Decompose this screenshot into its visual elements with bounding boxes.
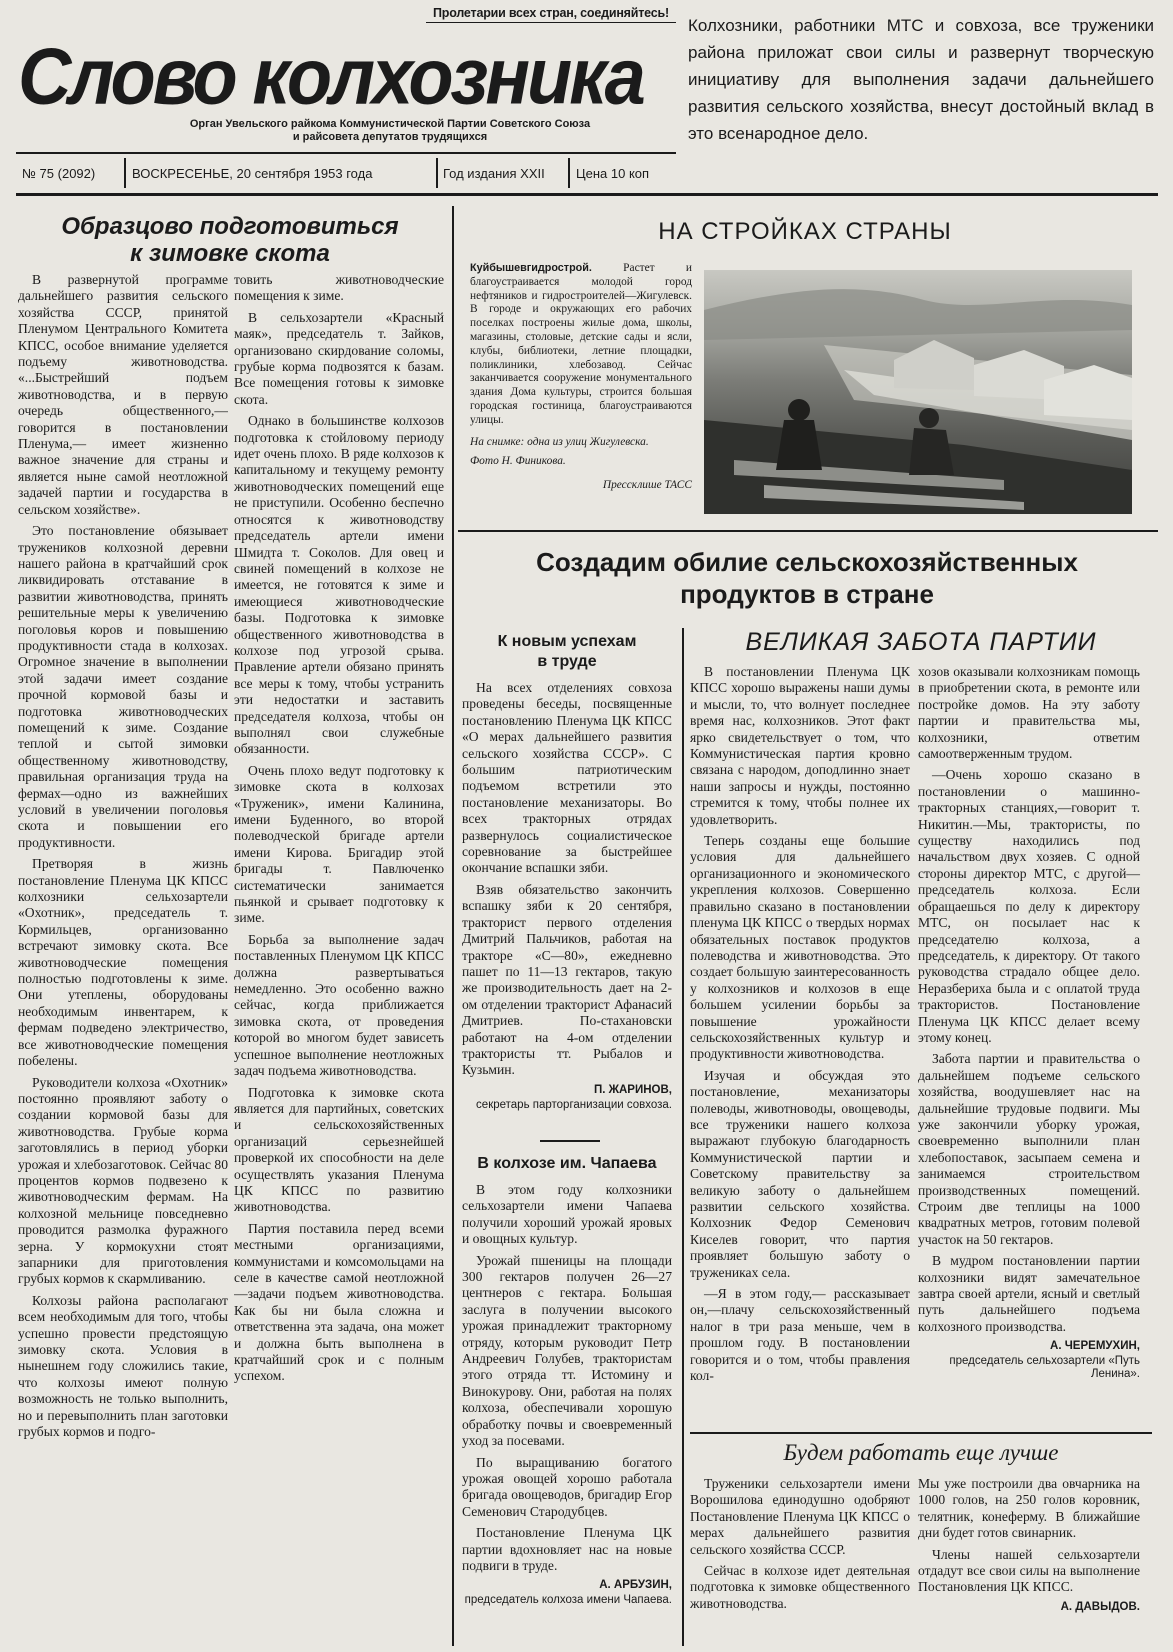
issue-year: Год издания XXII [443,166,545,181]
article-paragraph: По выращиванию богатого урожая овощей хорошо работала бригада овощеводов, бригадир Егор Семенович Стародубцев. [462,1454,672,1519]
article-author-title: секретарь парторганизации совхоза. [476,1098,672,1111]
article-new-success-title-1: К новым успехам [497,633,637,650]
issue-price: Цена 10 коп [576,166,650,181]
zhigulevsk-street-photo [704,270,1132,514]
construction-caption: На снимке: одна из улиц Жигулевска. [470,435,649,448]
article-author: П. ЖАРИНОВ, [593,1083,672,1096]
article-paragraph: Труженики сельхозартели имени Ворошилова единодушно одобряют Постановление Пленума ЦК КПСС о мерах дальнейшего развития сельского хозяйства СССР. [690,1476,910,1557]
construction-lead: Куйбышевгидрострой. [470,262,592,274]
construction-text [470,262,692,493]
article-author: А. АРБУЗИН, [599,1579,672,1592]
column-rule [682,628,684,1646]
article-author: А. ЧЕРЕМУХИН, [1050,1340,1140,1353]
section-headline-line-1: Создадим обилие сельскохозяйственных [536,547,1078,577]
article-paragraph: На всех отделениях совхоза проведены беседы, посвященные постановлению Пленума ЦК КПСС «О мерах дальнейшего развития сельского хозяйства СССР». С большим патриотическим подъемом встретили это постановление механизаторы. Во всех тракторных отрядах развернулось социалистическое соревнование за быстрейшее окончание вспашки зяби. [462,680,672,876]
editorial-paragraph: Очень плохо ведут подготовку к зимовке скота в колхозах «Труженик», имени Калинина, имени Буденного, во второй полеводческой бригаде артели имени Кирова. Бригадир этой бригады т. Павлюченко систематически занимается пьянкой и срывает подготовку к зиме. [234,762,444,926]
editorial-paragraph: Однако в большинстве колхозов подготовка к стойловому периоду идет очень плохо. В ряде колхозов к капитальному и текущему ремонту животноводческих помещений еще не приступили. Особенно беспечно относятся к животноводству председатель артели имени Шмидта т. Соколов. Для овец и свиней помещений в колхозе не имеется, не готовятся к зиме и имеющиеся животноводческие базы. Подготовка к зимовке общественного животноводства в колхозе под угрозой срыва. Правление артели обязано принять все меры к тому, чтобы устранить эти недостатки и заставить председателя колхоза, чтобы он выполнял свои служебные обязанности. [234,413,444,757]
article-chapaev-body [462,1182,672,1607]
article-paragraph: —Я в этом году,— рассказывает он,—плачу сельскохозяйственный налог в три раза меньше, чем в прошлом году. В постановлении говорится и о том, чтобы правления кол- [690,1286,910,1384]
organ-line [110,118,670,143]
article-author-title: председатель сельхозартели «Путь Ленина». [949,1355,1140,1381]
article-paragraph: Постановление Пленума ЦК партии вдохновляет нас на новые подвиги в труде. [462,1525,672,1573]
masthead-divider [568,158,570,188]
editorial-paragraph: товить животноводческие помещения к зиме. [234,272,444,304]
masthead-rule-top [16,152,676,154]
masthead-divider [436,158,438,188]
article-separator [540,1140,600,1142]
article-great-care-column-1 [690,664,910,1450]
article-new-success-body [462,680,672,1112]
article-paragraph: В мудром постановлении партии колхозники видят замечательное завтра своей артели, ясный и светлый путь дальнейшего подъема колхозного производства. [918,1253,1140,1334]
editorial-title-line-1: Образцово подготовиться [61,213,399,240]
article-author: А. ДАВЫДОВ. [1060,1600,1140,1613]
photo-agency: Прессклише ТАСС [602,479,692,492]
issue-date: ВОСКРЕСЕНЬЕ, 20 сентября 1953 года [132,166,373,181]
article-paragraph: В постановлении Пленума ЦК КПСС хорошо выражены наши думы и мысли, то, что волнует последнее время нас, колхозников. Этот факт ярко свидетельствует о том, что Коммунистическая партия кровно связана с народом, доподлинно знает наши запросы и нужды, постоянно стремится к тому, чтобы полнее их удовлетворить. [690,664,910,827]
article-great-care-column-2 [918,664,1140,1381]
photo-illustration [704,270,1132,514]
issue-number: № 75 (2092) [22,166,96,181]
party-slogan: Пролетарии всех стран, соединяйтесь! [426,6,676,23]
article-paragraph: Члены нашей сельхозартели отдадут все свои силы на выполнение Постановления ЦК КПСС. [918,1546,1140,1595]
editorial-paragraph: Колхозы района располагают всем необходимым для того, чтобы успешно провести предстоящую зимовку скота. Условия в нынешнем году сложились такие, что колхозы имеют полную возможность не только выполнить, но и перевыполнить план заготовки грубых кормов и подго- [18,1292,228,1440]
editorial-paragraph: Подготовка к зимовке скота является для партийных, советских и сельскохозяйственных организаций серьезнейшей проверкой их способности на деле осуществлять указания Пленума ЦК КПСС по развитию животноводства. [234,1084,444,1215]
construction-body: Растет и благоустраивается молодой город нефтяников и гидростроителей—Жигулевск. В городе и окружающих его рабочих поселках построены жилые дома, школы, магазины, столовые, детские сады и ясли, клубы, библиотеки, летние площадки, поликлиники, хлебозавод. Сейчас заканчивается сооружение монументального здания Дома культуры, строится большая городская гостиница, благоустраиваются улицы. [470,262,692,426]
article-paragraph: —Очень хорошо сказано в постановлении о машинно-тракторных станциях,—говорит т. Никитин.—Мы, трактористы, по существу находились под начальством двух хозяев. С одной стороны директор МТС, с другой—председатель колхоза. Если обращаешься по делу к директору МТС, он посылает нас к председателю колхоза, а председатель, к директору. От такого руководства страдало общее дело. Неразбериха была и с оплатой труда трактористов. Постановление Пленума ЦК КПСС делает всему этому конец. [918,767,1140,1045]
editorial-paragraph: В сельхозартели «Красный маяк», председатель т. Зайков, организовано скирдование соломы, грубые корма подвозятся к базам. Все помещения готовы к зимовке скота. [234,309,444,407]
newspaper-title: Слово колхозника [18,30,643,121]
organ-line-1: Орган Увельского райкома Коммунистической Партии Советского Союза [189,118,591,130]
article-paragraph: Изучая и обсуждая это постановление, механизаторы полеводы, животноводы, овощеводы, все труженики нашего колхоза выражают глубокую благодарность Коммунистической партии и Советскому правительству за великую заботу о дальнейшем развитии сельского хозяйства. Колхозник Федор Семенович Киселев говорит, что партия проявляет большую заботу о тружениках села. [690,1067,910,1280]
editorial-title-line-2: к зимовке скота [130,240,330,267]
section-headline [462,546,1152,610]
article-work-better-title: Будем работать еще лучше [783,1440,1059,1465]
article-great-care-title: ВЕЛИКАЯ ЗАБОТА ПАРТИИ [745,628,1097,656]
editorial-paragraph: Борьба за выполнение задач поставленных Пленумом ЦК КПСС должна развертываться немедленно. Это особенно важно сейчас, когда приближается зимовка скота, от проведения которой во многом будет зависеть успешное выполнение неотложных задач подъема животноводства. [234,931,444,1079]
editorial-title [30,213,430,267]
editorial-column-2 [234,272,444,1650]
article-work-better-column-1 [690,1476,910,1617]
editorial-column-1 [18,272,228,1650]
article-paragraph: Сейчас в колхозе идет деятельная подготовка к зимовке общественного животноводства. [690,1563,910,1611]
appeal-box: Колхозники, работники МТС и совхоза, все труженики района приложат свои силы и развернут творческую инициативу для выполнения задачи дальнейшего развития сельского хозяйства, внесут достойный вклад в это всенародное дело. [688,16,1154,143]
editorial-paragraph: В развернутой программе дальнейшего развития сельского хозяйства СССР, принятой Пленумом Центрального Комитета КПСС, особое внимание уделяется подъему животноводства. «...Быстрейший подъем животноводства, и в первую очередь общественного,— говорится в постановлении Пленума,— имеет жизненно важное значение для страны и является ныне самой неотложной задачей партии и государства в сельском хозяйстве». [18,272,228,517]
article-rule [690,1432,1152,1434]
article-chapaev-title: В колхозе им. Чапаева [477,1155,657,1172]
editorial-paragraph: Партия поставила перед всеми местными организациями, коммунистами и комсомольцами на селе в качестве самой неотложной—задачи подъем животноводства. Как бы ни была сложна и ответственна эта задача, она может и должна быть выполнена в кратчайший срок и с полным успехом. [234,1220,444,1384]
construction-heading: НА СТРОЙКАХ СТРАНЫ [658,218,952,245]
article-work-better-column-2 [918,1476,1140,1614]
editorial-paragraph: Претворяя в жизнь постановление Пленума ЦК КПСС колхозники сельхозартели «Охотник», председатель т. Кормильцев, организованно встречают зимовку скота. Все животноводческие помещения полностью подготовлены к зиме. Они утеплены, оборудованы необходимым инвентарем, к фермам подведено электричество, все животноводческие помещения побелены. [18,856,228,1069]
article-new-success-title [462,632,672,672]
article-paragraph: Взяв обязательство закончить вспашку зяби к 20 сентября, тракторист первого отделения Дмитрий Пальчиков, работая на тракторе «С—80», ежедневно пашет по 11—13 гектаров, такую же производительность дает на 2-ом отделении тракторист Афанасий Дмитриев. По-стахановски работают на 4-ом отделении трактористы тт. Рыбалов и Кузьмин. [462,881,672,1078]
article-paragraph: Теперь созданы еще большие условия для дальнейшего организационного и экономического укрепления колхозов. Совершенно правильно сказано в постановлении пленума ЦК КПСС о твердых нормах обязательных поставок продуктов полеводства и животноводства. Это создает большую заинтересованность у колхозников и колхозов в еще большем усилении борьбы за повышение урожайности сельскохозяйственных культур и продуктивности животноводства. [690,833,910,1062]
article-author-title: председатель колхоза имени Чапаева. [464,1594,672,1607]
masthead-divider [124,158,126,188]
column-rule [452,206,454,1646]
article-paragraph: Урожай пшеницы на площади 300 гектаров получен 26—27 центнеров с гектара. Большая заслуга в получении высокого урожая принадлежит тракторному отряду, которым руководит Петр Андреевич Голубев, трактористам этого отряда тт. Истомину и Винокурову. Они, работая на полях колхоза, обеспечивали хорошую обработку почвы и своевременный уход за посевами. [462,1252,672,1449]
organ-line-2: и райсовета депутатов трудящихся [292,130,488,143]
editorial-paragraph: Руководители колхоза «Охотник» постоянно проявляют заботу о создании кормовой базы для животноводства. Грубые корма заготовлялись в период уборки урожая и хлебозаготовок. Сейчас 80 процентов кормов подвезено к животноводческим фермам. На колхозной мельнице повседневно проводится размолка фуражного зерна. У кормокухни стоят запарники для приготовления грубых кормов к скармливанию. [18,1074,228,1287]
editorial-paragraph: Это постановление обязывает тружеников колхозной деревни нашего района в кратчайший срок ликвидировать отставание в развитии животноводства, принять решительные меры к увеличению поголовья коров и повышению продуктивности стада в колхозах. Огромное значение в выполнении этой задачи имеет создание прочной кормовой базы и подготовка животноводческих помещений к зиме. Создание теплой и сытой зимовки общественному животноводству, правильная организация труда на фермах—одно из важнейших условий в увеличении поголовья скота и повышении его продуктивности. [18,523,228,850]
article-paragraph: Мы уже построили два овчарника на 1000 голов, на 250 голов коровник, телятник, конеферму. В ближайшие дни будет готов свинарник. [918,1476,1140,1541]
section-rule [458,530,1158,532]
section-headline-line-2: продуктов в стране [680,579,934,609]
masthead-rule-main [16,193,1158,196]
article-paragraph: В этом году колхозники сельхозартели имени Чапаева получили хороший урожай яровых и овощных культур. [462,1182,672,1247]
article-new-success-title-2: в труде [537,653,597,670]
article-paragraph: хозов оказывали колхозникам помощь в приобретении скота, в ремонте или постройке домов. На эту заботу партии и правительства мы, колхозники, ответим самоотверженным трудом. [918,664,1140,762]
article-paragraph: Забота партии и правительства о дальнейшем подъеме сельского хозяйства, воодушевляет нас на дальнейшие трудовые подвиги. Мы уже закончили уборку урожая, своевременно выполнили план хлебопоставок, засыпаем семена и занимаемся строительством производственных помещений. Строим две теплицы на 1000 квадратных метров, готовим полевой участок на 50 гектаров. [918,1051,1140,1247]
photo-credit: Фото Н. Финикова. [470,455,566,468]
